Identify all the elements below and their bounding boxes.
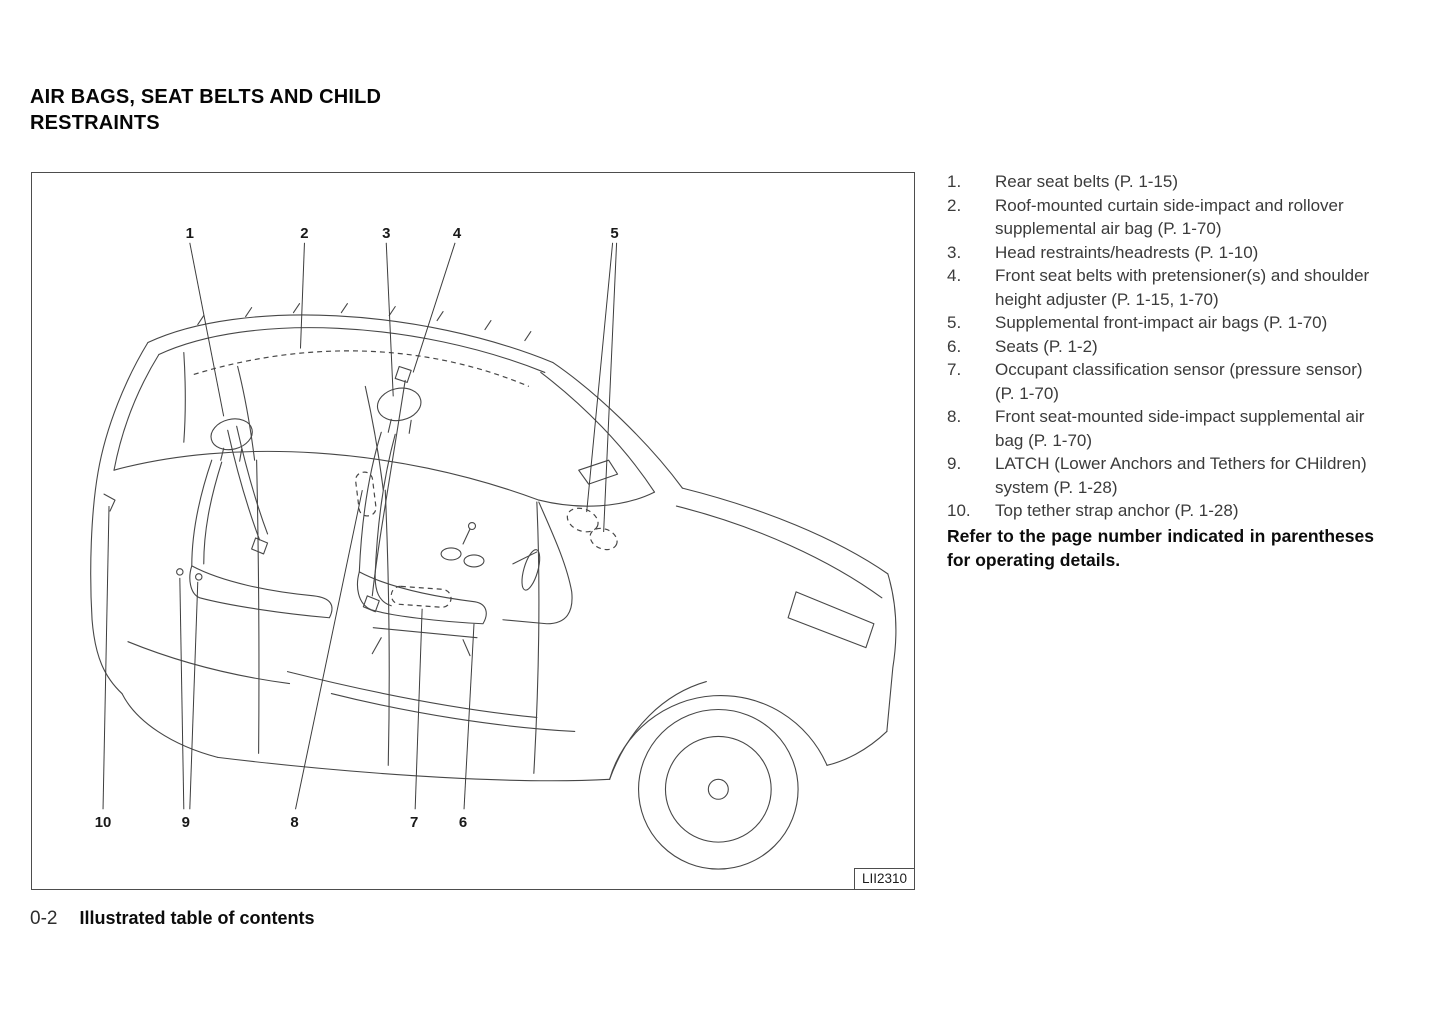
legend-item-number: 5.: [947, 313, 962, 332]
legend-item-number: 10.: [947, 501, 971, 520]
dashboard: [288, 502, 575, 731]
legend-item-text: LATCH (Lower Anchors and Tethers for CHildren) system (P. 1-28): [995, 454, 1367, 497]
legend-item: [947, 241, 1374, 265]
legend-item-number: 4.: [947, 266, 962, 285]
callout-8: 8: [290, 814, 299, 832]
legend-item-text: Front seat belts with pretensioner(s) and shoulder height adjuster (P. 1-15, 1-70): [995, 266, 1370, 309]
legend-item: [947, 405, 1374, 452]
callout-5: 5: [610, 224, 619, 242]
legend-item-text: Seats (P. 1-2): [995, 336, 1098, 356]
side-mirror: [579, 460, 618, 484]
top-tether-anchor: [104, 494, 115, 511]
legend-item-text: Head restraints/headrests (P. 1-10): [995, 242, 1259, 262]
legend-item-text: Roof-mounted curtain side-impact and rollover supplemental air bag (P. 1-70): [995, 195, 1344, 238]
legend-item: [947, 358, 1374, 405]
callout-3: 3: [382, 224, 391, 242]
car-diagram: [32, 173, 914, 889]
callout-1: 1: [185, 224, 194, 242]
figure-frame: [31, 172, 915, 890]
legend-item-number: 1.: [947, 172, 962, 191]
legend-item-number: 2.: [947, 195, 962, 215]
footer: [30, 908, 315, 930]
latch-anchor: [177, 569, 183, 575]
legend-item: [947, 170, 1374, 194]
legend-item: [947, 452, 1374, 499]
front-seat-belt: [372, 380, 405, 595]
legend-item: [947, 499, 1374, 523]
legend-item-number: 6.: [947, 336, 962, 356]
legend-item-text: Rear seat belts (P. 1-15): [995, 172, 1178, 191]
callout-2: 2: [300, 224, 309, 242]
airbag-locations: [194, 351, 621, 608]
latch-anchor: [196, 574, 202, 580]
legend-item-text: Supplemental front-impact air bags (P. 1-70): [995, 313, 1328, 332]
callout-7: 7: [410, 814, 419, 832]
page-title: [30, 84, 381, 136]
page-title-line1: AIR BAGS, SEAT BELTS AND CHILD: [30, 86, 382, 108]
legend-item: [947, 311, 1374, 335]
rear-seat-belt: [228, 426, 268, 540]
legend-note: Refer to the page number indicated in parentheses for operating details.: [947, 525, 1374, 570]
legend-item-number: 7.: [947, 360, 962, 379]
page-title-line2: RESTRAINTS: [30, 112, 160, 134]
legend-item-number: 3.: [947, 242, 962, 262]
legend-item: [947, 264, 1374, 311]
legend-item: [947, 335, 1374, 359]
car-body-outline: [91, 304, 896, 781]
front-wheel: [639, 710, 799, 870]
callout-4: 4: [452, 224, 462, 242]
leader-lines: [103, 243, 617, 809]
legend-item-text: Top tether strap anchor (P. 1-28): [995, 501, 1239, 520]
legend-item-number: 9.: [947, 454, 962, 473]
legend: [947, 170, 1374, 572]
legend-item-text: Occupant classification sensor (pressure sensor) (P. 1-70): [995, 360, 1363, 403]
callout-9: 9: [181, 814, 190, 832]
callout-6: 6: [458, 814, 468, 832]
legend-item-text: Front seat-mounted side-impact supplemental air bag (P. 1-70): [995, 407, 1365, 450]
legend-item-number: 8.: [947, 407, 962, 426]
legend-item: [947, 194, 1374, 241]
callout-10: 10: [94, 814, 112, 832]
footer-section-title: Illustrated table of contents: [79, 908, 315, 928]
front-airbag: [564, 504, 602, 536]
shoulder-height-adjuster: [395, 366, 411, 382]
page-number: 0-2: [30, 908, 58, 929]
curtain-airbag: [194, 351, 529, 387]
figure-code: LII2310: [854, 868, 914, 889]
